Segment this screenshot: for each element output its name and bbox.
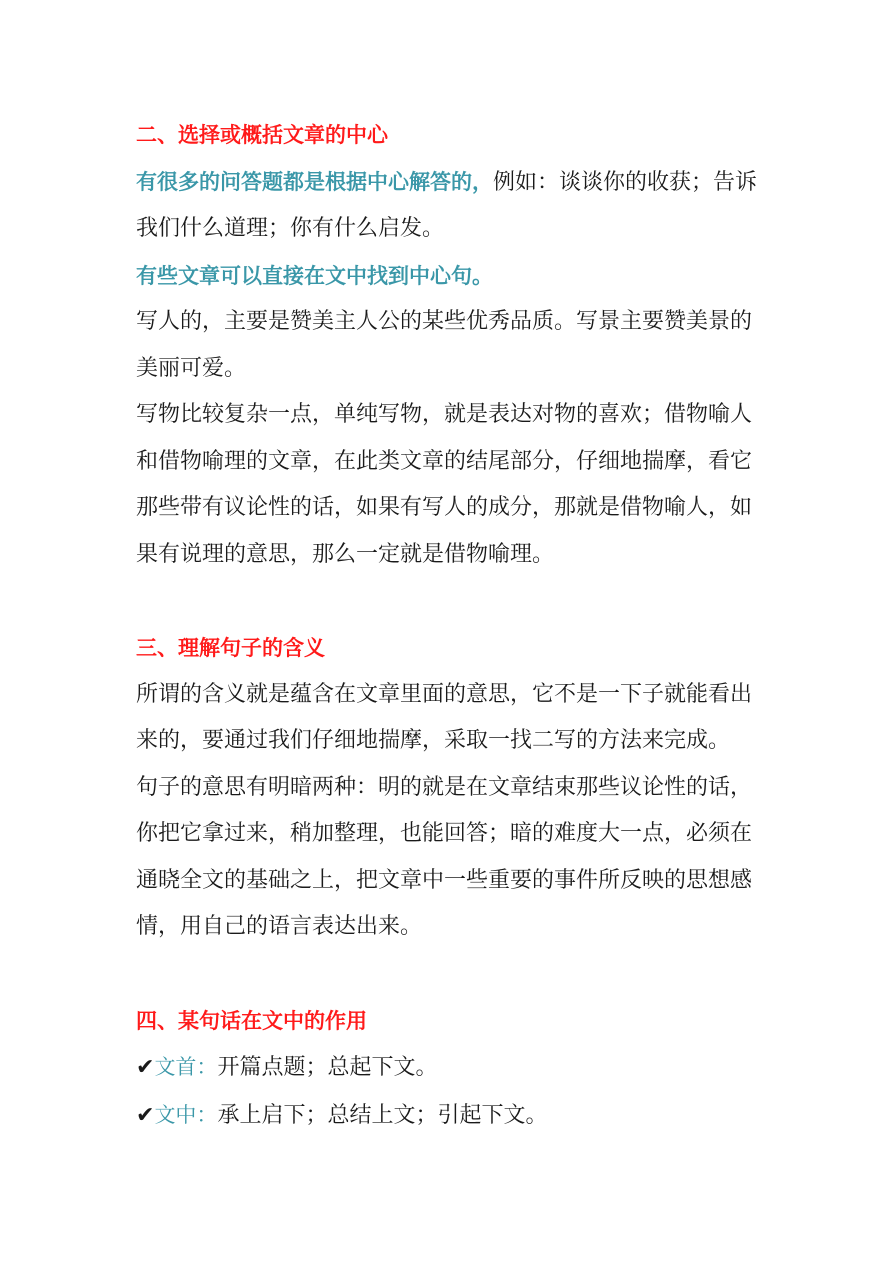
section-4-item-label: 文中： [154, 1102, 218, 1127]
section-2-lead-1: 有很多的问答题都是根据中心解答的， [136, 169, 493, 194]
document-content [136, 112, 766, 1139]
section-4-item-text: 开篇点题；总起下文。 [217, 1055, 438, 1080]
checkmark-icon: ✔ [136, 1102, 155, 1128]
section-4-heading: 四、某句话在文中的作用 [136, 1008, 367, 1033]
section-spacer [136, 951, 766, 998]
section-3-paragraph-1: 所谓的含义就是蕴含在文章里面的意思，它不是一下子就能看出来的，要通过我们仔细地揣摩，采取一找二写的方法来完成。 [136, 681, 753, 753]
section-2-heading: 二、选择或概括文章的中心 [136, 123, 388, 147]
section-4-item-text: 承上启下；总结上文；引起下文。 [217, 1102, 548, 1128]
section-4-item [136, 1044, 766, 1092]
section-2-paragraph-4: 写物比较复杂一点，单纯写物，就是表达对物的喜欢；借物喻人和借物喻理的文章，在此类文章的结尾部分，仔细地揣摩，看它那些带有议论性的话，如果有写人的成分，那就是借物喻人，如果有说理的意思，那么一定就是借物喻理。 [136, 402, 753, 567]
section-3-heading: 三、理解句子的含义 [136, 636, 325, 660]
section-4-item-label: 文首： [154, 1055, 218, 1079]
section-2-paragraph-3: 写人的，主要是赞美主人公的某些优秀品质。写景主要赞美景的美丽可爱。 [136, 309, 753, 381]
section-4-item [136, 1092, 766, 1140]
checkmark-icon: ✔ [136, 1055, 155, 1080]
section-2-paragraph-1 [136, 159, 766, 253]
section-2-text-1: 例如：谈谈你的收获；告诉我们什么道理；你有什么启发。 [136, 169, 758, 241]
section-spacer [136, 578, 766, 625]
section-2-lead-2: 有些文章可以直接在文中找到中心句。 [136, 263, 493, 288]
section-3-paragraph-2: 句子的意思有明暗两种：明的就是在文章结束那些议论性的话，你把它拿过来，稍加整理，也能回答；暗的难度大一点，必须在通晓全文的基础之上，把文章中一些重要的事件所反映的思想感情，用自己的语言表达出来。 [136, 774, 753, 939]
